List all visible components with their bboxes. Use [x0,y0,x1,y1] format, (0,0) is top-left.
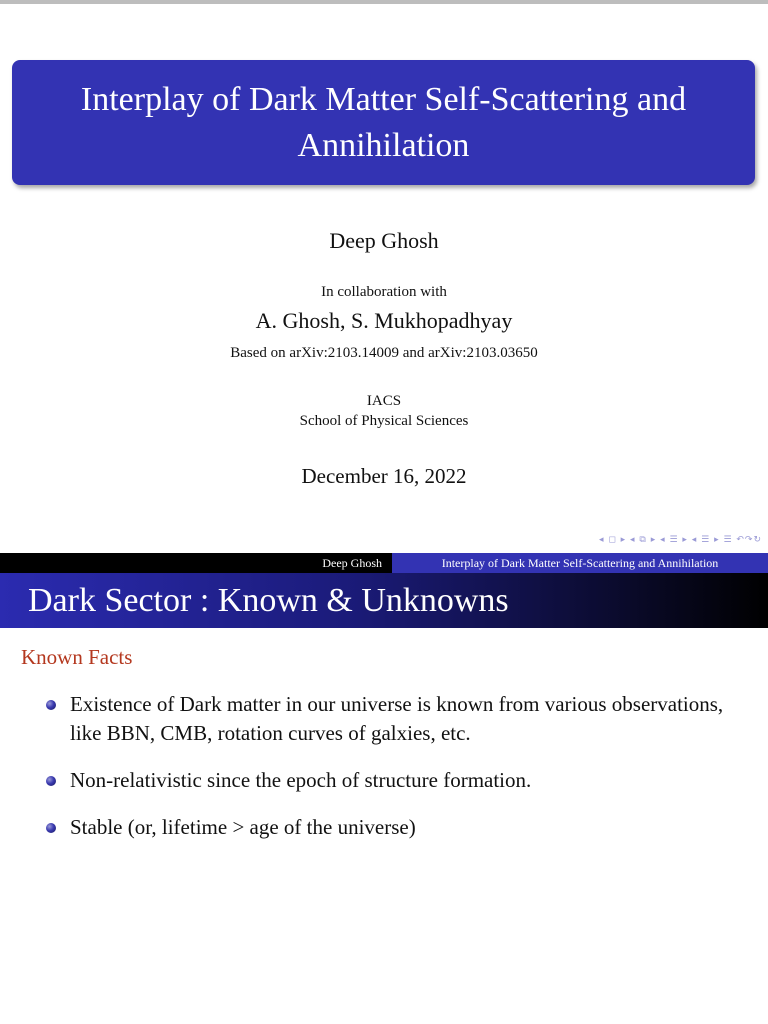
footer-title: Interplay of Dark Matter Self-Scattering and Annihilation [392,553,768,573]
bullet-text: Stable (or, lifetime > age of the universe) [70,815,416,839]
list-item [46,690,726,748]
collaborator-names: A. Ghosh, S. Mukhopadhyay [255,308,513,333]
title-box [12,60,755,185]
presentation-date: December 16, 2022 [301,464,467,488]
bullet-icon [46,700,56,710]
footer-bar [0,553,768,573]
author-name: Deep Ghosh [329,228,439,253]
beamer-navigation-icons[interactable]: ◂ ◻ ▸ ◂ ⧉ ▸ ◂ ☰ ▸ ◂ ☰ ▸ ☰ ↶↷↻ [598,535,762,545]
bullet-text: Existence of Dark matter in our universe is known from various observations, like BBN, CMB, rotation curves of galxies, etc. [70,692,724,745]
slide-title-bar [0,573,768,628]
bullet-list [46,690,726,860]
list-item [46,766,726,795]
slide-title: Dark Sector : Known & Unknowns [28,581,509,619]
section-heading: Known Facts [21,645,133,669]
bullet-text: Non-relativistic since the epoch of structure formation. [70,768,532,792]
presentation-title: Interplay of Dark Matter Self-Scattering and Annihilation [80,80,687,164]
institute-name: IACS [366,393,402,409]
footer-author: Deep Ghosh [0,553,392,573]
arxiv-reference: Based on arXiv:2103.14009 and arXiv:2103.03650 [230,345,538,361]
list-item [46,813,726,842]
collaboration-label: In collaboration with [321,284,447,300]
school-name: School of Physical Sciences [299,413,469,429]
bullet-icon [46,823,56,833]
bullet-icon [46,776,56,786]
top-border [0,0,768,4]
